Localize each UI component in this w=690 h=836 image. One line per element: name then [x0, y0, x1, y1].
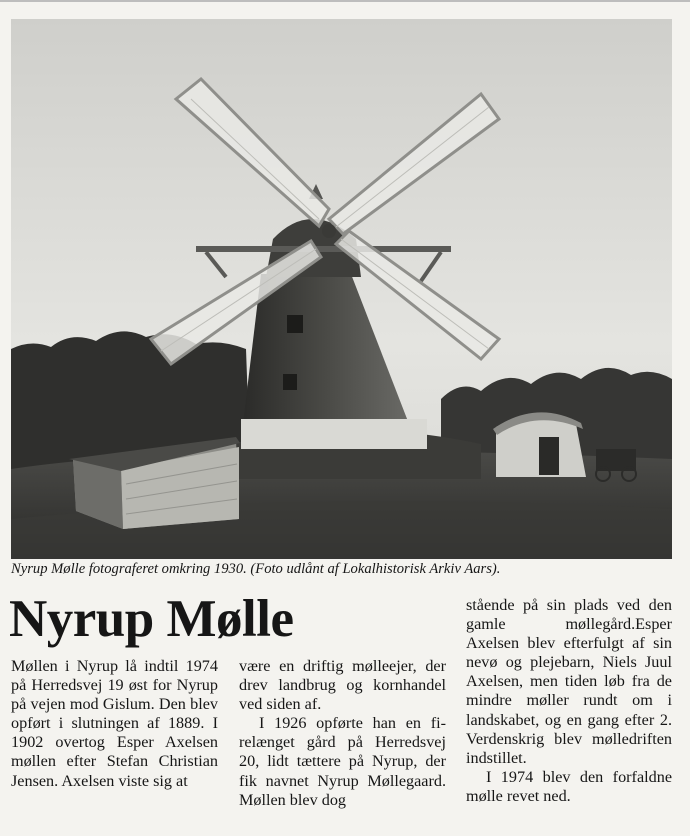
article-headline: Nyrup Mølle [9, 590, 294, 648]
article-column-2 [239, 657, 446, 810]
windmill-photo-drawing [11, 19, 672, 559]
column-1-paragraph: Møllen i Nyrup lå indtil 1974 på Herredsvej 19 øst for Nyrup på vejen mod Gislum. Den blev opført i slutningen af 1889. I 1902 overtog Esper Axelsen møllen efter Stefan Christian Jensen. Axelsen viste sig at [11, 657, 218, 790]
windmill-photo [11, 19, 672, 559]
column-3-paragraph-1: stående på sin plads ved den gamle møllegård.Esper Axelsen blev efterfulgt af sin nevø og plejebarn, Niels Juul Axelsen, men tiden løb fra de mindre møller rundt om i landskabet, og en gang efter 2. Verdenskrig blev mølledriften indstillet. [466, 596, 672, 767]
column-3-paragraph-2: I 1974 blev den forfaldne mølle revet ned. [466, 767, 672, 805]
article-column-3 [466, 596, 672, 806]
column-2-paragraph-2: I 1926 opførte han en firelænget gård på Herredsvej 20, lidt tættere på Nyrup, der fik navnet Nyrup Møllegaard. Møllen blev dog [239, 714, 446, 809]
column-2-paragraph-1: være en driftig mølleejer, der drev landbrug og kornhandel ved siden af. [239, 657, 446, 714]
photo-caption: Nyrup Mølle fotograferet omkring 1930. (Foto udlånt af Lokalhistorisk Arkiv Aars). [11, 561, 501, 577]
top-rule [0, 0, 690, 2]
article-column-1 [11, 657, 218, 791]
